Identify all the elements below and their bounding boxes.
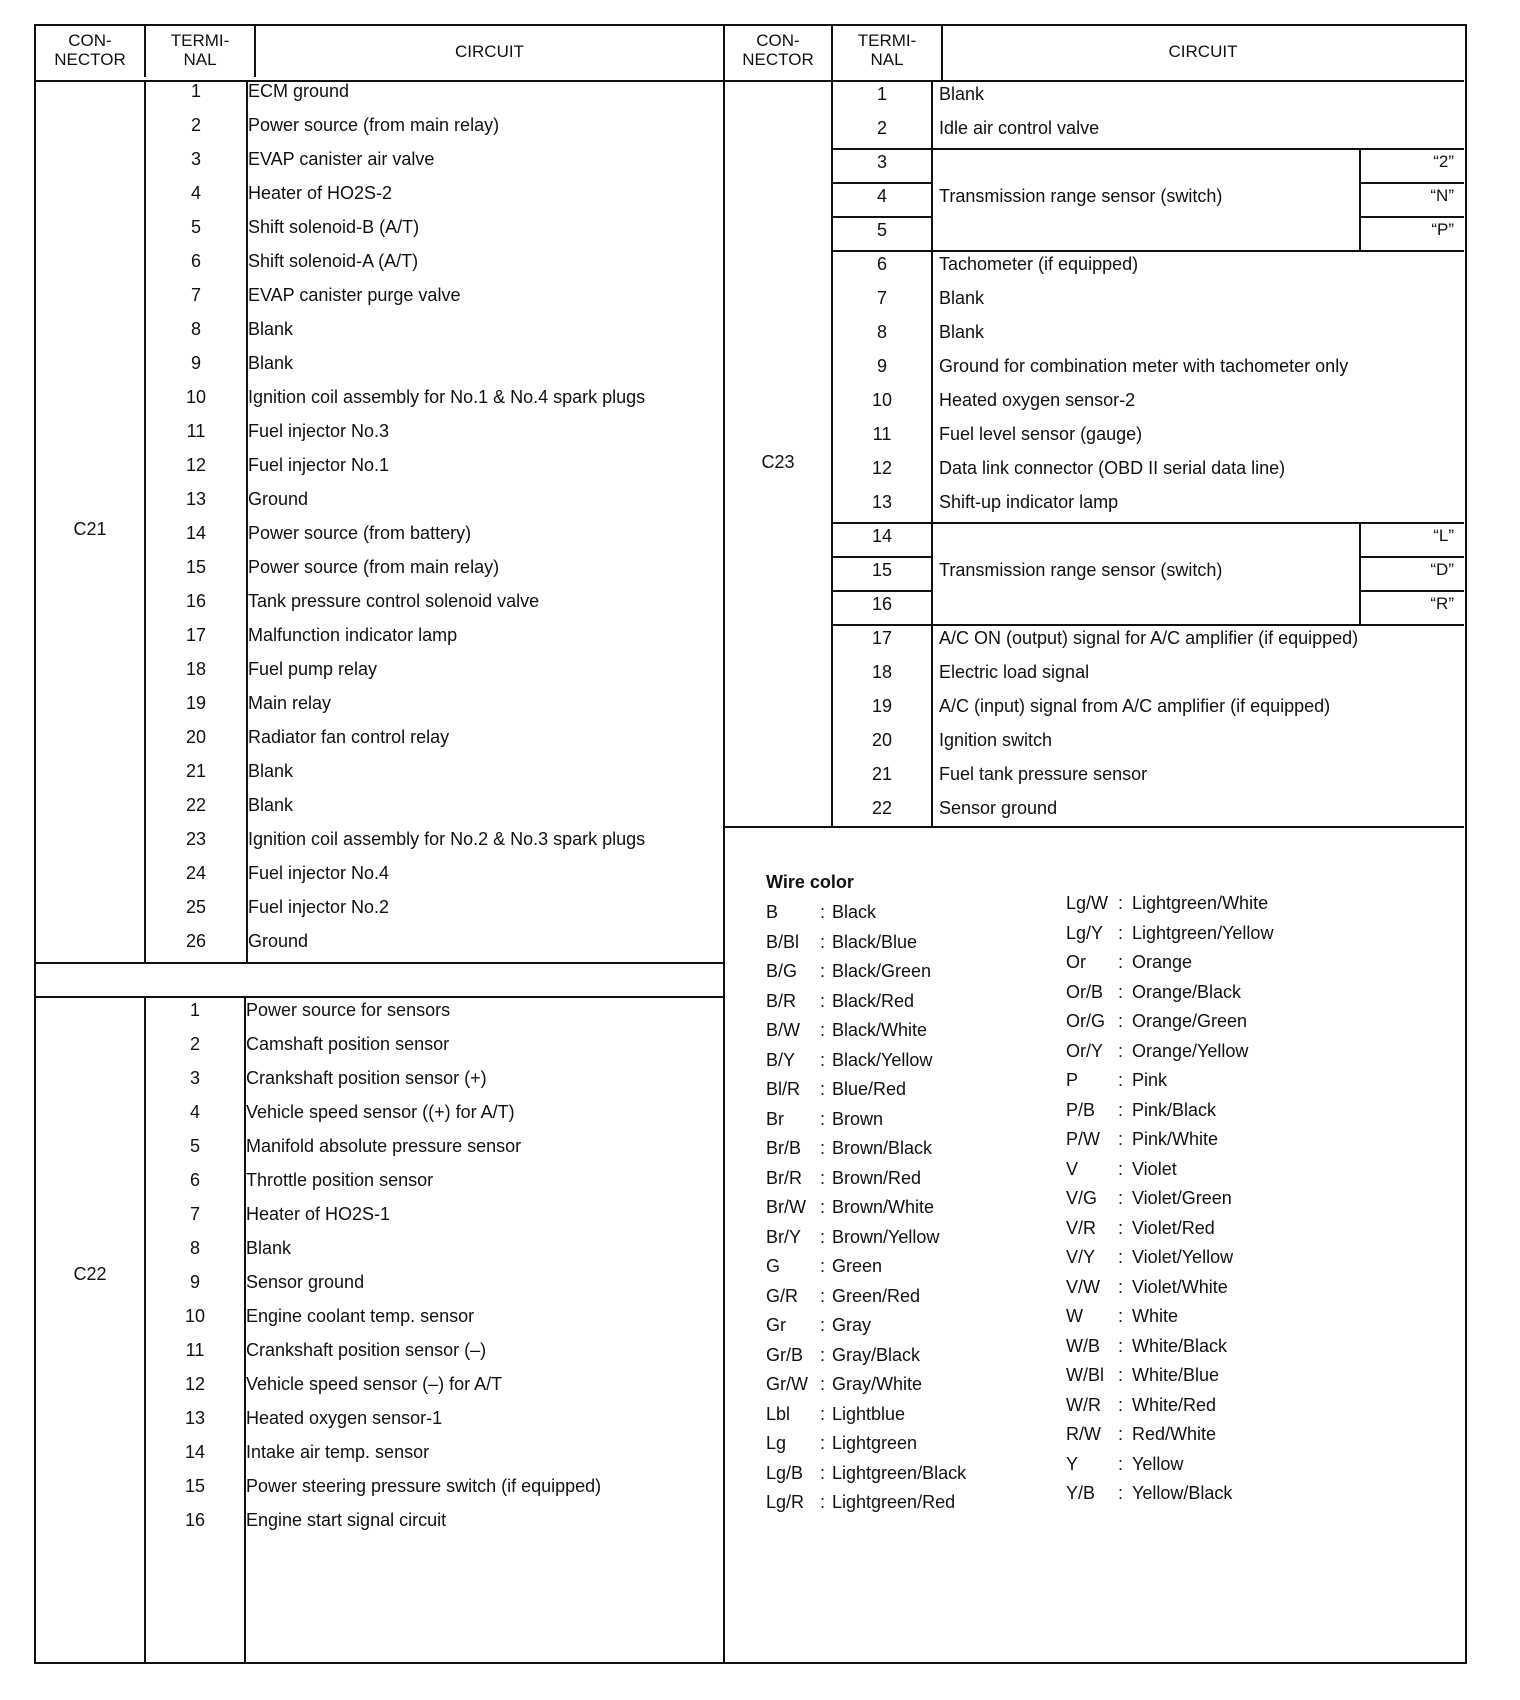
wire-color-name: Gray bbox=[832, 1315, 872, 1335]
circuit-label: Shift solenoid-B (A/T) bbox=[248, 217, 420, 237]
circuit-label: Crankshaft position sensor (+) bbox=[246, 1068, 487, 1088]
wire-color-separator: : bbox=[820, 1020, 826, 1040]
circuit-label: Power source for sensors bbox=[246, 1000, 451, 1020]
wire-color-name: Gray/White bbox=[832, 1374, 923, 1394]
circuit-label: Blank bbox=[246, 1238, 292, 1258]
wire-color-code: V/G bbox=[1066, 1188, 1098, 1208]
terminal-number: 23 bbox=[185, 829, 207, 849]
circuit-label: Shift solenoid-A (A/T) bbox=[248, 251, 419, 271]
wire-color-separator: : bbox=[820, 1049, 826, 1070]
terminal-number: 12 bbox=[184, 1374, 206, 1394]
wire-color-name: Brown bbox=[832, 1108, 884, 1129]
wire-color-name: Lightgreen/Red bbox=[832, 1492, 956, 1512]
circuit-label: Engine coolant temp. sensor bbox=[246, 1306, 475, 1326]
wire-color-code: Gr/W bbox=[766, 1374, 808, 1394]
terminal-number: 15 bbox=[871, 560, 893, 580]
terminal-number: 15 bbox=[184, 1476, 206, 1496]
wire-color-name: Orange bbox=[1132, 952, 1193, 972]
wire-color-code: B/Y bbox=[766, 1049, 796, 1070]
terminal-number: 1 bbox=[190, 81, 201, 101]
wire-color-separator: : bbox=[1118, 1306, 1124, 1326]
circuit-label: Fuel pump relay bbox=[248, 659, 378, 679]
circuit-label: Heated oxygen sensor-2 bbox=[939, 390, 1136, 410]
circuit-label: Heater of HO2S-1 bbox=[246, 1204, 391, 1224]
terminal-number: 7 bbox=[876, 288, 887, 308]
wire-color-separator: : bbox=[820, 1226, 826, 1247]
range-box-divider bbox=[1359, 148, 1361, 250]
wire-color-code: W/Bl bbox=[1066, 1365, 1104, 1385]
wire-color-separator: : bbox=[820, 931, 826, 952]
circuit-label: Main relay bbox=[248, 693, 332, 713]
wire-color-name: Yellow/Black bbox=[1132, 1483, 1233, 1503]
terminal-number: 20 bbox=[871, 730, 893, 750]
circuit-label: Vehicle speed sensor ((+) for A/T) bbox=[246, 1102, 515, 1122]
wire-color-separator: : bbox=[820, 1403, 826, 1424]
circuit-label: Transmission range sensor (switch) bbox=[939, 186, 1223, 206]
range-position-label: “2” bbox=[1433, 152, 1454, 171]
terminal-number: 10 bbox=[185, 387, 207, 407]
wire-color-separator: : bbox=[1118, 1188, 1124, 1208]
terminal-number: 5 bbox=[190, 217, 201, 237]
wire-color-code: Br/Y bbox=[766, 1226, 802, 1247]
circuit-label: Power source (from main relay) bbox=[248, 557, 500, 577]
range-position-label: “P” bbox=[1431, 220, 1454, 239]
circuit-label: Blank bbox=[248, 319, 294, 339]
circuit-label: A/C (input) signal from A/C amplifier (if equipped) bbox=[939, 696, 1331, 716]
c23-divider-1 bbox=[831, 80, 833, 826]
wire-color-code: Or/Y bbox=[1066, 1040, 1104, 1061]
circuit-label: Ignition switch bbox=[939, 730, 1053, 750]
terminal-number: 14 bbox=[184, 1442, 206, 1462]
wire-color-code: Lbl bbox=[766, 1403, 791, 1424]
terminal-number: 21 bbox=[871, 764, 893, 784]
header-terminal-right: TERMI- NAL bbox=[857, 31, 917, 69]
wire-color-name: White/Black bbox=[1132, 1335, 1228, 1356]
circuit-label: Ignition coil assembly for No.1 & No.4 spark plugs bbox=[248, 387, 646, 407]
wire-color-code: Lg/W bbox=[1066, 893, 1109, 913]
terminal-number: 4 bbox=[876, 186, 887, 206]
center-divider bbox=[723, 26, 725, 1662]
terminal-number: 8 bbox=[189, 1238, 200, 1258]
circuit-label: Intake air temp. sensor bbox=[246, 1442, 430, 1462]
circuit-label: Tachometer (if equipped) bbox=[939, 254, 1139, 274]
wire-color-code: V/R bbox=[1066, 1217, 1097, 1238]
wire-color-code: P bbox=[1066, 1070, 1079, 1090]
wire-color-separator: : bbox=[1118, 1424, 1124, 1444]
circuit-label: Blank bbox=[248, 353, 294, 373]
wire-color-name: Yellow bbox=[1132, 1453, 1184, 1474]
terminal-number: 10 bbox=[871, 390, 893, 410]
circuit-label: Sensor ground bbox=[939, 798, 1058, 818]
wire-color-code: Bl/R bbox=[766, 1079, 801, 1099]
terminal-number: 20 bbox=[185, 727, 207, 747]
wire-color-name: Lightgreen/White bbox=[1132, 893, 1269, 913]
terminal-number: 17 bbox=[871, 628, 893, 648]
wire-color-separator: : bbox=[820, 1433, 826, 1453]
terminal-number: 19 bbox=[871, 696, 893, 716]
c22-divider-1 bbox=[144, 996, 146, 1662]
terminal-number: 26 bbox=[185, 931, 207, 951]
header-terminal-left: TERMI- NAL bbox=[170, 31, 230, 69]
circuit-label: Heater of HO2S-2 bbox=[248, 183, 393, 203]
terminal-number: 8 bbox=[190, 319, 201, 339]
terminal-number: 16 bbox=[871, 594, 893, 614]
range-box-rule bbox=[1359, 182, 1464, 184]
terminal-number: 21 bbox=[185, 761, 207, 781]
wire-color-separator: : bbox=[1118, 1011, 1124, 1031]
terminal-number: 10 bbox=[184, 1306, 206, 1326]
header-circuit-right: CIRCUIT bbox=[1168, 42, 1238, 61]
terminal-number: 16 bbox=[184, 1510, 206, 1530]
circuit-label: Blank bbox=[248, 761, 294, 781]
terminal-number: 3 bbox=[190, 149, 201, 169]
circuit-label: Ground bbox=[248, 931, 309, 951]
wire-color-separator: : bbox=[1118, 1453, 1124, 1474]
terminal-number: 18 bbox=[185, 659, 207, 679]
wire-color-name: Black bbox=[832, 902, 877, 922]
wire-color-code: B bbox=[766, 902, 779, 922]
wire-color-name: White bbox=[1132, 1306, 1179, 1326]
wire-color-code: R/W bbox=[1066, 1424, 1101, 1444]
wire-color-separator: : bbox=[820, 1374, 826, 1394]
wire-color-separator: : bbox=[820, 1079, 826, 1099]
wire-color-name: Pink/White bbox=[1132, 1129, 1219, 1149]
header-connector-left: CON- NECTOR bbox=[54, 31, 126, 69]
circuit-label: Heated oxygen sensor-1 bbox=[246, 1408, 443, 1428]
terminal-number: 15 bbox=[185, 557, 207, 577]
range-rule bbox=[831, 556, 931, 558]
terminal-number: 7 bbox=[189, 1204, 200, 1224]
circuit-label: Fuel injector No.3 bbox=[248, 421, 390, 441]
circuit-label: Power source (from main relay) bbox=[248, 115, 500, 135]
wire-color-separator: : bbox=[1118, 1247, 1124, 1267]
wire-color-code: V/W bbox=[1066, 1276, 1100, 1297]
wire-color-separator: : bbox=[820, 1462, 826, 1483]
wire-color-name: Orange/Green bbox=[1132, 1011, 1248, 1031]
circuit-label: Blank bbox=[248, 795, 294, 815]
connector-label-c21: C21 bbox=[73, 519, 107, 539]
range-position-label: “N” bbox=[1430, 186, 1454, 205]
circuit-label: Camshaft position sensor bbox=[246, 1034, 450, 1054]
wire-color-name: Lightgreen bbox=[832, 1433, 918, 1453]
wire-color-code: Y/B bbox=[1066, 1483, 1096, 1503]
wire-color-separator: : bbox=[820, 1197, 826, 1217]
wire-color-code: Or/B bbox=[1066, 981, 1104, 1002]
wire-color-name: Gray/Black bbox=[832, 1344, 921, 1365]
terminal-number: 18 bbox=[871, 662, 893, 682]
wire-color-code: Br/R bbox=[766, 1167, 802, 1188]
wire-color-name: Brown/Black bbox=[832, 1138, 933, 1158]
circuit-label: Engine start signal circuit bbox=[246, 1510, 447, 1530]
wire-color-code: B/Bl bbox=[766, 931, 800, 952]
terminal-number: 5 bbox=[189, 1136, 200, 1156]
wire-color-separator: : bbox=[1118, 1365, 1124, 1385]
wire-color-separator: : bbox=[1118, 952, 1124, 972]
wire-color-code: W/B bbox=[1066, 1335, 1100, 1356]
wire-color-name: Black/Blue bbox=[832, 931, 918, 952]
terminal-number: 2 bbox=[876, 118, 887, 138]
wire-color-name: Lightblue bbox=[832, 1403, 906, 1424]
circuit-label: Manifold absolute pressure sensor bbox=[246, 1136, 522, 1156]
wire-color-separator: : bbox=[1118, 1276, 1124, 1297]
c21-divider-1 bbox=[144, 80, 146, 962]
circuit-label: Fuel level sensor (gauge) bbox=[939, 424, 1143, 444]
wire-color-code: G bbox=[766, 1256, 781, 1276]
wire-color-title: Wire color bbox=[766, 872, 854, 892]
c23-divider-2 bbox=[931, 80, 933, 826]
circuit-label: Transmission range sensor (switch) bbox=[939, 560, 1223, 580]
terminal-number: 19 bbox=[185, 693, 207, 713]
circuit-label: Electric load signal bbox=[939, 662, 1090, 682]
range-rule bbox=[831, 624, 1464, 626]
terminal-number: 9 bbox=[190, 353, 201, 373]
wire-color-separator: : bbox=[1118, 1099, 1124, 1120]
wire-color-code: W/R bbox=[1066, 1394, 1101, 1415]
terminal-number: 24 bbox=[185, 863, 207, 883]
wire-color-separator: : bbox=[1118, 893, 1124, 913]
c21-divider-2 bbox=[246, 80, 248, 962]
wire-color-name: Red/White bbox=[1132, 1424, 1217, 1444]
wire-color-name: Orange/Yellow bbox=[1132, 1040, 1249, 1061]
terminal-number: 9 bbox=[189, 1272, 200, 1292]
wire-color-name: Blue/Red bbox=[832, 1079, 907, 1099]
wire-color-code: B/W bbox=[766, 1020, 800, 1040]
c22-divider-2 bbox=[244, 996, 246, 1662]
wire-color-name: Black/White bbox=[832, 1020, 928, 1040]
terminal-number: 6 bbox=[189, 1170, 200, 1190]
wire-color-code: Br/W bbox=[766, 1197, 806, 1217]
circuit-label: Blank bbox=[939, 288, 985, 308]
wire-color-separator: : bbox=[1118, 1158, 1124, 1179]
circuit-label: Sensor ground bbox=[246, 1272, 365, 1292]
terminal-number: 8 bbox=[876, 322, 887, 342]
terminal-number: 9 bbox=[876, 356, 887, 376]
terminal-number: 11 bbox=[185, 1340, 205, 1360]
terminal-number: 4 bbox=[190, 183, 201, 203]
circuit-label: Malfunction indicator lamp bbox=[248, 625, 458, 645]
wire-color-code: W bbox=[1066, 1306, 1083, 1326]
terminal-number: 13 bbox=[184, 1408, 206, 1428]
wire-color-separator: : bbox=[820, 961, 826, 981]
terminal-number: 17 bbox=[185, 625, 207, 645]
wire-color-name: Violet/Green bbox=[1132, 1188, 1232, 1208]
range-rule bbox=[831, 216, 931, 218]
wire-color-name: Pink bbox=[1132, 1070, 1168, 1090]
wire-color-name: White/Red bbox=[1132, 1394, 1217, 1415]
wire-color-separator: : bbox=[820, 902, 826, 922]
terminal-number: 22 bbox=[871, 798, 893, 818]
wire-color-code: B/G bbox=[766, 961, 798, 981]
wire-color-code: Or bbox=[1066, 952, 1086, 972]
wire-color-separator: : bbox=[1118, 922, 1124, 943]
circuit-label: Blank bbox=[939, 322, 985, 342]
wire-color-name: Violet/Red bbox=[1132, 1217, 1215, 1238]
wire-color-code: V/Y bbox=[1066, 1247, 1096, 1267]
c22-top-rule bbox=[36, 996, 724, 998]
wire-color-name: Black/Red bbox=[832, 990, 915, 1011]
wire-color-code: Gr bbox=[766, 1315, 786, 1335]
wire-color-separator: : bbox=[820, 1344, 826, 1365]
wire-color-name: Lightgreen/Yellow bbox=[1132, 922, 1274, 943]
header-circuit-left: CIRCUIT bbox=[455, 42, 524, 61]
wire-color-name: Green bbox=[832, 1256, 883, 1276]
circuit-label: Tank pressure control solenoid valve bbox=[248, 591, 540, 611]
wire-color-code: Br bbox=[766, 1108, 784, 1129]
terminal-number: 25 bbox=[185, 897, 207, 917]
circuit-label: Fuel tank pressure sensor bbox=[939, 764, 1148, 784]
circuit-label: ECM ground bbox=[248, 81, 350, 101]
wire-color-name: Brown/Red bbox=[832, 1167, 922, 1188]
circuit-label: Data link connector (OBD II serial data line) bbox=[939, 458, 1286, 478]
circuit-label: Idle air control valve bbox=[939, 118, 1100, 138]
terminal-number: 6 bbox=[190, 251, 201, 271]
wire-color-name: Pink/Black bbox=[1132, 1099, 1217, 1120]
circuit-label: Crankshaft position sensor (–) bbox=[246, 1340, 487, 1360]
wire-color-separator: : bbox=[1118, 1129, 1124, 1149]
wire-color-separator: : bbox=[1118, 1070, 1124, 1090]
terminal-number: 11 bbox=[186, 421, 206, 441]
circuit-label: EVAP canister purge valve bbox=[248, 285, 461, 305]
wire-color-code: P/B bbox=[1066, 1099, 1096, 1120]
wire-color-name: Violet/Yellow bbox=[1132, 1247, 1234, 1267]
circuit-label: Ground bbox=[248, 489, 309, 509]
wire-color-separator: : bbox=[1118, 1483, 1124, 1503]
range-rule bbox=[831, 182, 931, 184]
range-box-rule bbox=[1359, 216, 1464, 218]
wire-color-separator: : bbox=[820, 1315, 826, 1335]
wire-color-separator: : bbox=[820, 1256, 826, 1276]
wire-color-code: P/W bbox=[1066, 1129, 1100, 1149]
wire-color-name: Brown/White bbox=[832, 1197, 935, 1217]
wire-color-code: Or/G bbox=[1066, 1011, 1105, 1031]
wire-color-code: Br/B bbox=[766, 1138, 802, 1158]
circuit-label: Vehicle speed sensor (–) for A/T bbox=[246, 1374, 503, 1394]
wire-color-separator: : bbox=[820, 990, 826, 1011]
wire-color-separator: : bbox=[1118, 1040, 1124, 1061]
wire-color-code: Y bbox=[1066, 1453, 1079, 1474]
wire-color-name: Violet/White bbox=[1132, 1276, 1228, 1297]
wire-color-separator: : bbox=[820, 1492, 826, 1512]
c23-bottom-rule bbox=[725, 826, 1464, 828]
range-rule bbox=[831, 522, 1464, 524]
terminal-number: 16 bbox=[185, 591, 207, 611]
terminal-number: 4 bbox=[189, 1102, 200, 1122]
range-rule bbox=[831, 250, 1464, 252]
wire-color-separator: : bbox=[820, 1138, 826, 1158]
wire-color-name: Orange/Black bbox=[1132, 981, 1242, 1002]
wire-color-code: B/R bbox=[766, 990, 797, 1011]
wire-color-code: Lg bbox=[766, 1433, 787, 1453]
wire-color-separator: : bbox=[1118, 1217, 1124, 1238]
circuit-label: Fuel injector No.1 bbox=[248, 455, 390, 475]
wire-color-name: Violet bbox=[1132, 1158, 1177, 1179]
wire-color-separator: : bbox=[1118, 1394, 1124, 1415]
connector-terminal-table bbox=[34, 24, 1467, 1664]
range-position-label: “R” bbox=[1430, 594, 1454, 613]
connector-label-c23: C23 bbox=[761, 452, 795, 472]
terminal-number: 3 bbox=[189, 1068, 200, 1088]
range-rule bbox=[831, 590, 931, 592]
circuit-label: Ground for combination meter with tachometer only bbox=[939, 356, 1349, 376]
range-position-label: “L” bbox=[1433, 526, 1454, 545]
wire-color-code: Lg/Y bbox=[1066, 922, 1104, 943]
terminal-number: 12 bbox=[185, 455, 207, 475]
wire-color-code: G/R bbox=[766, 1285, 799, 1306]
circuit-label: Ignition coil assembly for No.2 & No.3 spark plugs bbox=[248, 829, 646, 849]
connector-label-c22: C22 bbox=[73, 1264, 107, 1284]
terminal-number: 3 bbox=[876, 152, 887, 172]
circuit-label: Power source (from battery) bbox=[248, 523, 472, 543]
wire-color-separator: : bbox=[1118, 981, 1124, 1002]
terminal-number: 6 bbox=[876, 254, 887, 274]
wire-color-separator: : bbox=[820, 1167, 826, 1188]
circuit-label: Fuel injector No.2 bbox=[248, 897, 390, 917]
terminal-number: 13 bbox=[185, 489, 207, 509]
wire-color-name: Brown/Yellow bbox=[832, 1226, 940, 1247]
circuit-label: Fuel injector No.4 bbox=[248, 863, 390, 883]
wire-color-code: Gr/B bbox=[766, 1344, 804, 1365]
wire-color-code: Lg/R bbox=[766, 1492, 805, 1512]
wire-color-name: White/Blue bbox=[1132, 1365, 1220, 1385]
wire-color-name: Black/Yellow bbox=[832, 1049, 933, 1070]
terminal-number: 2 bbox=[190, 115, 201, 135]
wire-color-name: Black/Green bbox=[832, 961, 932, 981]
wire-color-separator: : bbox=[820, 1285, 826, 1306]
circuit-label: A/C ON (output) signal for A/C amplifier (if equipped) bbox=[939, 628, 1359, 648]
circuit-label: Radiator fan control relay bbox=[248, 727, 450, 747]
terminal-number: 12 bbox=[871, 458, 893, 478]
terminal-number: 1 bbox=[876, 84, 887, 104]
wire-color-name: Lightgreen/Black bbox=[832, 1462, 967, 1483]
terminal-number: 14 bbox=[185, 523, 207, 543]
header-connector-right: CON- NECTOR bbox=[742, 31, 814, 69]
terminal-number: 2 bbox=[189, 1034, 200, 1054]
range-rule bbox=[831, 148, 1464, 150]
terminal-number: 1 bbox=[189, 1000, 200, 1020]
terminal-number: 22 bbox=[185, 795, 207, 815]
circuit-label: Power steering pressure switch (if equipped) bbox=[246, 1476, 602, 1496]
terminal-number: 5 bbox=[876, 220, 887, 240]
range-box-rule bbox=[1359, 556, 1464, 558]
terminal-number: 7 bbox=[190, 285, 201, 305]
circuit-label: Shift-up indicator lamp bbox=[939, 492, 1119, 512]
range-box-divider bbox=[1359, 522, 1361, 624]
circuit-label: Throttle position sensor bbox=[246, 1170, 434, 1190]
wire-color-name: Green/Red bbox=[832, 1285, 921, 1306]
circuit-label: EVAP canister air valve bbox=[248, 149, 435, 169]
range-position-label: “D” bbox=[1430, 560, 1454, 579]
c21-bottom-rule bbox=[36, 962, 724, 964]
terminal-number: 11 bbox=[872, 424, 892, 444]
wire-color-separator: : bbox=[1118, 1335, 1124, 1356]
wire-color-code: V bbox=[1066, 1158, 1079, 1179]
wire-color-separator: : bbox=[820, 1108, 826, 1129]
wire-color-code: Lg/B bbox=[766, 1462, 804, 1483]
terminal-number: 13 bbox=[871, 492, 893, 512]
circuit-label: Blank bbox=[939, 84, 985, 104]
range-box-rule bbox=[1359, 590, 1464, 592]
terminal-number: 14 bbox=[871, 526, 893, 546]
